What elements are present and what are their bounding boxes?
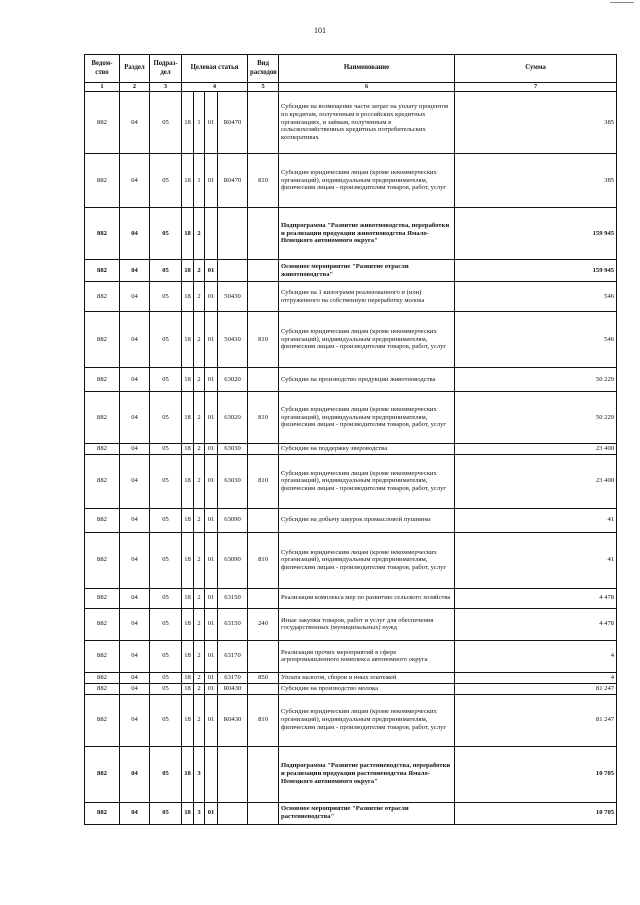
table-row: [85, 260, 617, 282]
table-row: [85, 208, 617, 260]
cell-podrazdel: 05: [150, 640, 182, 672]
cell-target-direction: 63030: [218, 444, 248, 455]
col-index: 4: [182, 83, 248, 92]
cell-naimenovanie: Субсидии юридическим лицам (кроме некоммерческих организаций), индивидуальным предпринимателям, физическим лицам - производителям товаров, работ, услуг: [279, 392, 455, 444]
header-naimenovanie: Наименование: [279, 55, 455, 83]
cell-target-program: 18: [182, 608, 194, 640]
header-razdel: Раздел: [120, 55, 150, 83]
cell-target-measure: 01: [205, 640, 218, 672]
cell-target-subprogram: 1: [194, 154, 205, 208]
cell-target-program: 18: [182, 588, 194, 608]
cell-target-measure: 01: [205, 282, 218, 312]
cell-vedomstvo: 882: [85, 683, 120, 694]
cell-vedomstvo: 882: [85, 640, 120, 672]
table-body: [85, 92, 617, 825]
cell-razdel: 04: [120, 694, 150, 746]
cell-target-measure: 01: [205, 368, 218, 392]
table-row: [85, 368, 617, 392]
table-row: [85, 746, 617, 802]
cell-summa: 546: [455, 282, 617, 312]
cell-summa: 546: [455, 312, 617, 368]
cell-naimenovanie: Реализация прочих мероприятий в сфере агропромышленного комплекса автономного округа: [279, 640, 455, 672]
cell-podrazdel: 05: [150, 208, 182, 260]
cell-podrazdel: 05: [150, 608, 182, 640]
table-row: [85, 640, 617, 672]
cell-summa: 81 247: [455, 683, 617, 694]
cell-target-subprogram: 2: [194, 683, 205, 694]
cell-naimenovanie: Основное мероприятие "Развитие отрасли растениеводства": [279, 802, 455, 824]
cell-podrazdel: 05: [150, 368, 182, 392]
cell-target-measure: 01: [205, 608, 218, 640]
cell-summa: 4 478: [455, 608, 617, 640]
cell-target-direction: 63090: [218, 532, 248, 588]
cell-vedomstvo: 882: [85, 368, 120, 392]
cell-target-measure: 01: [205, 532, 218, 588]
cell-vid-rashodov: [248, 508, 279, 532]
cell-podrazdel: 05: [150, 694, 182, 746]
cell-vid-rashodov: [248, 208, 279, 260]
cell-podrazdel: 05: [150, 154, 182, 208]
table-row: [85, 454, 617, 508]
cell-naimenovanie: Субсидии на добычу шкурок промысловой пушнины: [279, 508, 455, 532]
table-row: [85, 312, 617, 368]
cell-summa: 50 229: [455, 368, 617, 392]
cell-target-direction: [218, 802, 248, 824]
cell-target-program: 18: [182, 532, 194, 588]
cell-vedomstvo: 882: [85, 746, 120, 802]
cell-podrazdel: 05: [150, 312, 182, 368]
cell-podrazdel: 05: [150, 508, 182, 532]
cell-vid-rashodov: [248, 588, 279, 608]
page-number: 101: [314, 26, 326, 35]
table-row: [85, 532, 617, 588]
cell-vedomstvo: 882: [85, 92, 120, 154]
header-summa: Сумма: [455, 55, 617, 83]
cell-target-program: 18: [182, 260, 194, 282]
cell-target-subprogram: 2: [194, 260, 205, 282]
header-celevaya-statya: Целевая статья: [182, 55, 248, 83]
cell-naimenovanie: Иные закупки товаров, работ и услуг для обеспечения государственных (муниципальных) нужд: [279, 608, 455, 640]
cell-target-measure: 01: [205, 92, 218, 154]
cell-target-program: 18: [182, 368, 194, 392]
cell-target-direction: 63150: [218, 608, 248, 640]
cell-vid-rashodov: 810: [248, 532, 279, 588]
cell-summa: 385: [455, 154, 617, 208]
cell-razdel: 04: [120, 588, 150, 608]
cell-target-subprogram: 2: [194, 444, 205, 455]
cell-target-direction: 50430: [218, 282, 248, 312]
table-row: [85, 802, 617, 824]
cell-naimenovanie: Субсидии на возмещение части затрат на уплату процентов по кредитам, полученным в российских кредитных организациях, и займам, полученным в сельскохозяйственных кредитных потребительских кооперативах: [279, 92, 455, 154]
cell-razdel: 04: [120, 640, 150, 672]
cell-target-direction: 63170: [218, 672, 248, 683]
cell-target-direction: [218, 208, 248, 260]
cell-target-program: 18: [182, 92, 194, 154]
table-row: [85, 608, 617, 640]
cell-target-direction: 63170: [218, 640, 248, 672]
table-row: [85, 92, 617, 154]
cell-vedomstvo: 882: [85, 588, 120, 608]
cell-target-measure: 01: [205, 392, 218, 444]
cell-razdel: 04: [120, 746, 150, 802]
cell-summa: 385: [455, 92, 617, 154]
cell-target-subprogram: 2: [194, 312, 205, 368]
col-index: 3: [150, 83, 182, 92]
cell-vedomstvo: 882: [85, 694, 120, 746]
cell-target-program: 18: [182, 746, 194, 802]
col-index: 5: [248, 83, 279, 92]
cell-target-program: 18: [182, 802, 194, 824]
cell-podrazdel: 05: [150, 802, 182, 824]
cell-razdel: 04: [120, 454, 150, 508]
cell-vid-rashodov: 810: [248, 154, 279, 208]
table-row: [85, 392, 617, 444]
cell-naimenovanie: Субсидии юридическим лицам (кроме некоммерческих организаций), индивидуальным предпринимателям, физическим лицам - производителям товаров, работ, услуг: [279, 312, 455, 368]
cell-naimenovanie: Субсидии юридическим лицам (кроме некоммерческих организаций), индивидуальным предпринимателям, физическим лицам - производителям товаров, работ, услуг: [279, 694, 455, 746]
cell-razdel: 04: [120, 92, 150, 154]
cell-razdel: 04: [120, 508, 150, 532]
cell-vedomstvo: 882: [85, 532, 120, 588]
cell-summa: 4 478: [455, 588, 617, 608]
col-index: 7: [455, 83, 617, 92]
cell-razdel: 04: [120, 672, 150, 683]
cell-summa: 23 400: [455, 454, 617, 508]
cell-target-direction: R0430: [218, 683, 248, 694]
cell-razdel: 04: [120, 282, 150, 312]
cell-naimenovanie: Субсидии на 1 килограмм реализованного и (или) отгруженного на собственную переработку молока: [279, 282, 455, 312]
cell-podrazdel: 05: [150, 444, 182, 455]
cell-target-direction: [218, 746, 248, 802]
cell-target-program: 18: [182, 282, 194, 312]
cell-vid-rashodov: [248, 746, 279, 802]
cell-target-program: 18: [182, 154, 194, 208]
cell-vid-rashodov: [248, 683, 279, 694]
cell-target-program: 18: [182, 312, 194, 368]
table-row: [85, 444, 617, 455]
cell-target-program: 18: [182, 454, 194, 508]
cell-vid-rashodov: [248, 444, 279, 455]
cell-target-subprogram: 2: [194, 608, 205, 640]
cell-summa: 81 247: [455, 694, 617, 746]
cell-target-measure: 01: [205, 588, 218, 608]
cell-vid-rashodov: 810: [248, 454, 279, 508]
cell-vedomstvo: 882: [85, 312, 120, 368]
cell-vid-rashodov: [248, 802, 279, 824]
cell-razdel: 04: [120, 260, 150, 282]
cell-podrazdel: 05: [150, 282, 182, 312]
cell-naimenovanie: Подпрограмма "Развитие растениеводства, переработки и реализации продукции растениеводства Ямало-Ненецкого автономного округа": [279, 746, 455, 802]
header-vid-rashodov: Вид расходов: [248, 55, 279, 83]
table-row: [85, 508, 617, 532]
cell-target-subprogram: 3: [194, 802, 205, 824]
cell-target-measure: 01: [205, 694, 218, 746]
col-index: 1: [85, 83, 120, 92]
cell-target-measure: 01: [205, 260, 218, 282]
cell-target-direction: 63020: [218, 368, 248, 392]
cell-target-subprogram: 2: [194, 532, 205, 588]
cell-target-program: 18: [182, 392, 194, 444]
cell-vid-rashodov: 810: [248, 312, 279, 368]
cell-summa: 23 400: [455, 444, 617, 455]
cell-razdel: 04: [120, 312, 150, 368]
cell-vedomstvo: 882: [85, 208, 120, 260]
cell-target-program: 18: [182, 640, 194, 672]
cell-naimenovanie: Субсидии юридическим лицам (кроме некоммерческих организаций), индивидуальным предпринимателям, физическим лицам - производителям товаров, работ, услуг: [279, 454, 455, 508]
cell-podrazdel: 05: [150, 260, 182, 282]
cell-target-direction: 63090: [218, 508, 248, 532]
header-vedomstvo: Ведом- ство: [85, 55, 120, 83]
cell-target-direction: R0470: [218, 154, 248, 208]
cell-target-direction: 63030: [218, 454, 248, 508]
cell-vedomstvo: 882: [85, 508, 120, 532]
cell-vid-rashodov: 850: [248, 672, 279, 683]
cell-razdel: 04: [120, 208, 150, 260]
cell-summa: 10 705: [455, 746, 617, 802]
cell-vid-rashodov: 240: [248, 608, 279, 640]
cell-target-measure: 01: [205, 672, 218, 683]
table-row: [85, 154, 617, 208]
cell-podrazdel: 05: [150, 454, 182, 508]
cell-target-subprogram: 2: [194, 588, 205, 608]
cell-target-subprogram: 2: [194, 694, 205, 746]
cell-vid-rashodov: 810: [248, 392, 279, 444]
cell-target-subprogram: 2: [194, 640, 205, 672]
cell-target-subprogram: 3: [194, 746, 205, 802]
cell-vedomstvo: 882: [85, 454, 120, 508]
cell-razdel: 04: [120, 608, 150, 640]
cell-vid-rashodov: [248, 282, 279, 312]
corner-mark: [610, 2, 634, 3]
cell-podrazdel: 05: [150, 392, 182, 444]
cell-target-measure: 01: [205, 683, 218, 694]
budget-table: [84, 54, 617, 825]
table-row: [85, 694, 617, 746]
table-row: [85, 282, 617, 312]
cell-vedomstvo: 882: [85, 282, 120, 312]
cell-target-direction: [218, 260, 248, 282]
table-row: [85, 683, 617, 694]
cell-razdel: 04: [120, 368, 150, 392]
cell-vedomstvo: 882: [85, 444, 120, 455]
cell-target-direction: R0470: [218, 92, 248, 154]
cell-target-program: 18: [182, 683, 194, 694]
cell-target-subprogram: 2: [194, 508, 205, 532]
cell-podrazdel: 05: [150, 683, 182, 694]
cell-vedomstvo: 882: [85, 608, 120, 640]
cell-razdel: 04: [120, 444, 150, 455]
col-index: 2: [120, 83, 150, 92]
cell-target-subprogram: 2: [194, 282, 205, 312]
table-row: [85, 672, 617, 683]
cell-naimenovanie: Субсидии на поддержку звероводства: [279, 444, 455, 455]
col-index: 6: [279, 83, 455, 92]
cell-target-measure: 01: [205, 444, 218, 455]
cell-target-subprogram: 1: [194, 92, 205, 154]
cell-razdel: 04: [120, 532, 150, 588]
cell-summa: 10 705: [455, 802, 617, 824]
cell-target-subprogram: 2: [194, 392, 205, 444]
cell-target-measure: 01: [205, 454, 218, 508]
cell-target-measure: [205, 746, 218, 802]
cell-vid-rashodov: 810: [248, 694, 279, 746]
cell-target-program: 18: [182, 508, 194, 532]
cell-razdel: 04: [120, 154, 150, 208]
cell-razdel: 04: [120, 802, 150, 824]
table-row: [85, 588, 617, 608]
cell-summa: 159 945: [455, 260, 617, 282]
cell-naimenovanie: Уплата налогов, сборов и иных платежей: [279, 672, 455, 683]
cell-naimenovanie: Основное мероприятие "Развитие отрасли животноводства": [279, 260, 455, 282]
header-row: [85, 55, 617, 83]
cell-target-measure: 01: [205, 802, 218, 824]
cell-summa: 4: [455, 672, 617, 683]
cell-vid-rashodov: [248, 368, 279, 392]
cell-target-subprogram: 2: [194, 672, 205, 683]
cell-naimenovanie: Субсидии на производство продукции животноводства: [279, 368, 455, 392]
cell-summa: 41: [455, 532, 617, 588]
cell-naimenovanie: Субсидии юридическим лицам (кроме некоммерческих организаций), индивидуальным предпринимателям, физическим лицам - производителям товаров, работ, услуг: [279, 532, 455, 588]
cell-podrazdel: 05: [150, 672, 182, 683]
cell-naimenovanie: Реализация комплекса мер по развитию сельского хозяйства: [279, 588, 455, 608]
cell-naimenovanie: Подпрограмма "Развитие животноводства, переработки и реализации продукции животноводства Ямало-Ненецкого автономного округа": [279, 208, 455, 260]
cell-podrazdel: 05: [150, 92, 182, 154]
cell-target-measure: 01: [205, 508, 218, 532]
cell-target-program: 18: [182, 672, 194, 683]
cell-vedomstvo: 882: [85, 672, 120, 683]
cell-summa: 159 945: [455, 208, 617, 260]
cell-target-measure: 01: [205, 154, 218, 208]
cell-target-program: 18: [182, 208, 194, 260]
cell-target-program: 18: [182, 444, 194, 455]
cell-vid-rashodov: [248, 92, 279, 154]
cell-target-subprogram: 2: [194, 454, 205, 508]
cell-summa: 4: [455, 640, 617, 672]
cell-podrazdel: 05: [150, 588, 182, 608]
cell-summa: 50 229: [455, 392, 617, 444]
cell-podrazdel: 05: [150, 746, 182, 802]
cell-target-direction: R0430: [218, 694, 248, 746]
cell-target-measure: [205, 208, 218, 260]
cell-target-subprogram: 2: [194, 208, 205, 260]
cell-summa: 41: [455, 508, 617, 532]
cell-podrazdel: 05: [150, 532, 182, 588]
cell-vid-rashodov: [248, 260, 279, 282]
cell-vedomstvo: 882: [85, 260, 120, 282]
cell-vid-rashodov: [248, 640, 279, 672]
cell-target-direction: 63020: [218, 392, 248, 444]
column-index-row: [85, 83, 617, 92]
cell-vedomstvo: 882: [85, 802, 120, 824]
header-podrazdel: Подраз- дел: [150, 55, 182, 83]
cell-target-program: 18: [182, 694, 194, 746]
cell-target-direction: 50430: [218, 312, 248, 368]
cell-target-measure: 01: [205, 312, 218, 368]
cell-razdel: 04: [120, 683, 150, 694]
cell-razdel: 04: [120, 392, 150, 444]
cell-naimenovanie: Субсидии юридическим лицам (кроме некоммерческих организаций), индивидуальным предпринимателям, физическим лицам - производителям товаров, работ, услуг: [279, 154, 455, 208]
cell-target-direction: 63150: [218, 588, 248, 608]
cell-vedomstvo: 882: [85, 392, 120, 444]
cell-vedomstvo: 882: [85, 154, 120, 208]
cell-target-subprogram: 2: [194, 368, 205, 392]
cell-naimenovanie: Субсидии на производство молока: [279, 683, 455, 694]
